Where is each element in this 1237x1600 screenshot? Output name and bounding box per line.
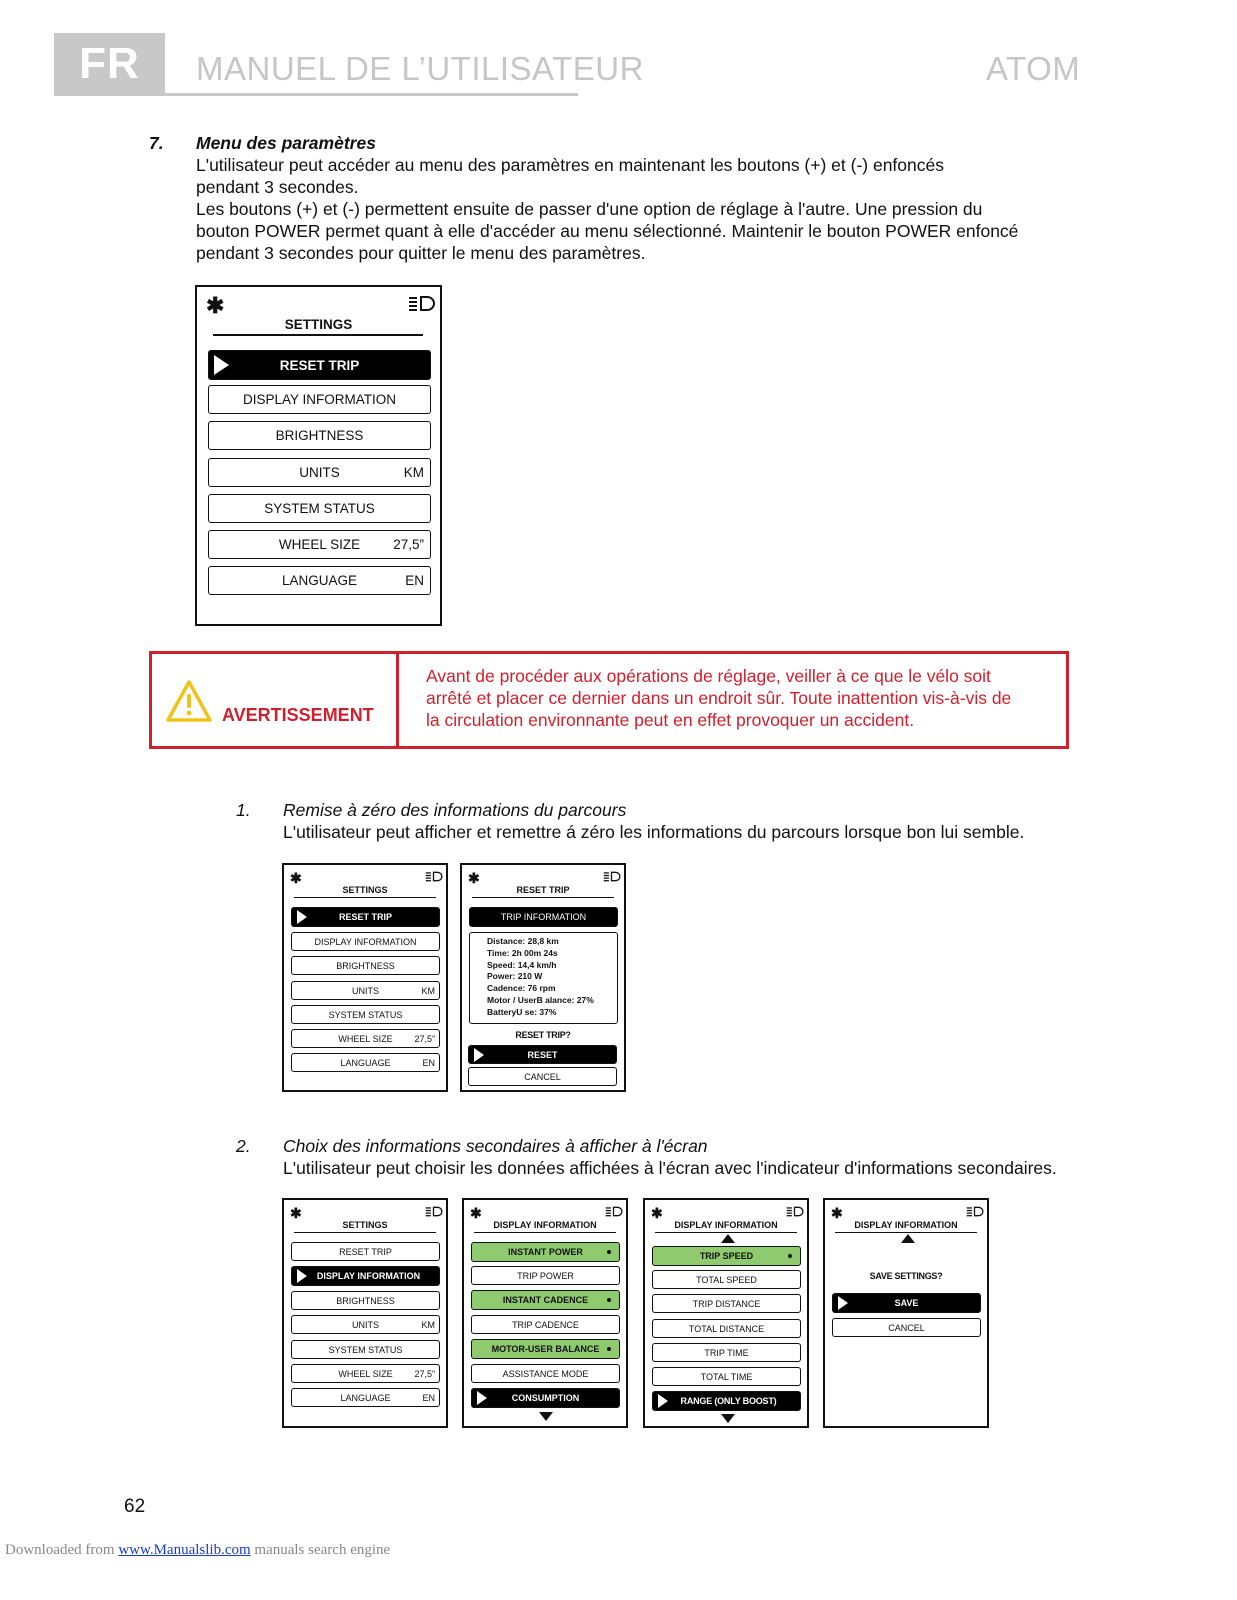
menu-item-system-status[interactable] xyxy=(291,1340,440,1359)
product-model: ATOM xyxy=(986,50,1081,87)
menu-item-label: RESET TRIP xyxy=(279,357,360,373)
option-label: MOTOR-USER BALANCE xyxy=(491,1344,600,1354)
trip-info-line: Cadence: 76 rpm xyxy=(487,983,556,994)
manual-title: MANUEL DE L’UTILISATEUR xyxy=(196,50,644,87)
menu-item-label: BRIGHTNESS xyxy=(336,960,395,971)
save-confirm-button[interactable] xyxy=(832,1293,981,1313)
screen-title: SETTINGS xyxy=(342,885,388,895)
headlight-icon xyxy=(424,1206,443,1217)
header-rule xyxy=(54,93,578,96)
save-cancel-button[interactable]: CANCEL xyxy=(832,1318,981,1337)
footer-prefix: Downloaded from xyxy=(5,1542,119,1558)
menu-item-label: DISPLAY INFORMATION xyxy=(314,936,417,947)
display-information-screen-1 xyxy=(462,1198,628,1428)
bluetooth-icon: ✱ xyxy=(470,1205,482,1221)
menu-item-value: KM xyxy=(403,465,424,480)
trip-info-panel xyxy=(469,932,618,1024)
option-label: TOTAL SPEED xyxy=(696,1274,757,1285)
screen-title: DISPLAY INFORMATION xyxy=(854,1220,958,1230)
page-number: 62 xyxy=(124,1496,146,1517)
subsection-number: 1. xyxy=(236,800,251,820)
selector-arrow-icon xyxy=(214,355,229,375)
reset-cancel-button[interactable]: CANCEL xyxy=(468,1067,617,1086)
menu-item-value: EN xyxy=(405,573,424,588)
screen-title: DISPLAY INFORMATION xyxy=(674,1220,778,1230)
headlight-icon xyxy=(604,1206,623,1217)
enabled-dot-icon xyxy=(607,1250,611,1254)
button-label: RESET xyxy=(527,1049,558,1060)
option-total-time[interactable] xyxy=(652,1367,801,1386)
bluetooth-icon: ✱ xyxy=(290,870,302,886)
section-line: pendant 3 secondes. xyxy=(196,177,359,197)
option-assistance-mode[interactable] xyxy=(471,1364,620,1383)
scroll-down-icon[interactable] xyxy=(539,1412,553,1421)
footer-suffix: manuals search engine xyxy=(250,1542,391,1558)
selector-arrow-icon xyxy=(838,1296,848,1310)
menu-item-label: BRIGHTNESS xyxy=(275,428,364,443)
option-label: TRIP SPEED xyxy=(699,1251,754,1261)
trip-info-line: Time: 2h 00m 24s xyxy=(487,947,558,958)
title-rule xyxy=(835,1232,977,1233)
selector-arrow-icon xyxy=(658,1394,668,1408)
section-number: 7. xyxy=(149,133,164,153)
option-trip-cadence[interactable] xyxy=(471,1315,620,1334)
option-label: TOTAL DISTANCE xyxy=(688,1323,765,1334)
subsection-number: 2. xyxy=(236,1136,251,1156)
selector-arrow-icon xyxy=(297,1269,307,1283)
menu-item-wheel-size[interactable] xyxy=(291,1364,440,1383)
option-label: TOTAL TIME xyxy=(700,1371,753,1382)
bluetooth-icon: ✱ xyxy=(290,1205,302,1221)
section-line: L'utilisateur peut accéder au menu des paramètres en maintenant les boutons (+) et (-) enfoncés xyxy=(196,155,944,175)
menu-item-value: EN xyxy=(422,1057,435,1068)
menu-item-label: LANGUAGE xyxy=(340,1392,391,1403)
section-title: Menu des paramètres xyxy=(196,133,376,153)
menu-item-value: EN xyxy=(422,1392,435,1403)
subsection-title: Choix des informations secondaires à afficher à l'écran xyxy=(283,1136,708,1156)
selector-arrow-icon xyxy=(474,1048,484,1062)
screen-title: SETTINGS xyxy=(342,1220,388,1230)
menu-item-label: SYSTEM STATUS xyxy=(328,1344,403,1355)
menu-item-label: BRIGHTNESS xyxy=(336,1295,395,1306)
option-total-distance[interactable] xyxy=(652,1319,801,1338)
warning-divider xyxy=(396,654,399,746)
warning-line: la circulation environnante peut en effet provoquer un accident. xyxy=(426,710,915,730)
menu-item-label: RESET TRIP xyxy=(339,1246,392,1257)
menu-item-display-information[interactable] xyxy=(291,932,440,951)
menu-item-label: DISPLAY INFORMATION xyxy=(316,1271,421,1281)
warning-box xyxy=(149,651,1069,749)
trip-information-header: TRIP INFORMATION xyxy=(469,907,618,927)
selector-arrow-icon xyxy=(297,910,307,924)
warning-text xyxy=(426,665,1056,731)
save-question: SAVE SETTINGS? xyxy=(869,1271,943,1281)
headlight-icon xyxy=(785,1206,804,1217)
menu-item-value: KM xyxy=(421,985,435,996)
section-line: bouton POWER permet quant à elle d'accéder au menu sélectionné. Maintenir le bouton POWER enfoncé xyxy=(196,221,1019,241)
menu-item-label: SYSTEM STATUS xyxy=(328,1009,403,1020)
warning-line: Avant de procéder aux opérations de réglage, veiller à ce que le vélo soit xyxy=(426,666,991,686)
menu-item-system-status[interactable] xyxy=(291,1005,440,1024)
settings-screen-large xyxy=(195,285,442,626)
option-label: TRIP CADENCE xyxy=(512,1319,579,1330)
menu-item-brightness[interactable] xyxy=(291,956,440,975)
menu-item-language[interactable] xyxy=(291,1053,440,1072)
bluetooth-icon: ✱ xyxy=(468,870,480,886)
menu-item-units[interactable] xyxy=(291,1315,440,1334)
option-label: ASSISTANCE MODE xyxy=(502,1368,589,1379)
menu-item-display-information[interactable] xyxy=(208,385,431,414)
title-rule xyxy=(655,1232,797,1233)
warning-label: AVERTISSEMENT xyxy=(222,705,374,725)
screen-title: SETTINGS xyxy=(284,317,353,332)
scroll-up-icon[interactable] xyxy=(901,1234,915,1243)
warning-line: arrêté et placer ce dernier dans un endroit sûr. Toute inattention vis-à-vis de xyxy=(426,688,1012,708)
menu-item-reset-trip[interactable] xyxy=(291,1242,440,1261)
section-line: pendant 3 secondes pour quitter le menu des paramètres. xyxy=(196,243,646,263)
menu-item-brightness[interactable] xyxy=(291,1291,440,1310)
option-label: TRIP DISTANCE xyxy=(692,1298,761,1309)
headlight-icon xyxy=(602,871,621,882)
menu-item-units[interactable] xyxy=(291,981,440,1000)
menu-item-label: WHEEL SIZE xyxy=(338,1033,393,1044)
bluetooth-icon: ✱ xyxy=(831,1205,843,1221)
menu-item-display-information[interactable] xyxy=(291,1266,440,1286)
reset-confirm-button[interactable] xyxy=(468,1045,617,1064)
scroll-up-icon[interactable] xyxy=(721,1234,735,1243)
bluetooth-icon: ✱ xyxy=(206,293,225,318)
headlight-icon xyxy=(424,871,443,882)
option-range-only-boost[interactable] xyxy=(652,1391,801,1411)
screen-title: RESET TRIP xyxy=(516,885,570,895)
section-line: Les boutons (+) et (-) permettent ensuite de passer d'une option de réglage à l'autre. Une pression du xyxy=(196,199,983,219)
menu-item-units[interactable] xyxy=(208,458,431,487)
warning-triangle-icon xyxy=(165,679,213,723)
menu-item-language[interactable] xyxy=(208,566,431,595)
option-trip-power[interactable] xyxy=(471,1266,620,1285)
display-information-screen-2 xyxy=(643,1198,809,1428)
menu-item-brightness[interactable] xyxy=(208,421,431,450)
manualslib-link[interactable]: www.Manualslib.com xyxy=(118,1542,251,1558)
option-instant-power[interactable] xyxy=(471,1242,620,1262)
selector-arrow-icon xyxy=(477,1391,487,1405)
subsection-text: L'utilisateur peut choisir les données affichées à l'écran avec l'indicateur d'informations secondaires. xyxy=(283,1158,1057,1178)
settings-screen-small xyxy=(282,863,448,1092)
language-badge: FR xyxy=(54,33,165,95)
menu-item-wheel-size[interactable] xyxy=(291,1029,440,1048)
option-trip-time[interactable] xyxy=(652,1343,801,1362)
option-label: CONSUMPTION xyxy=(511,1393,580,1403)
option-instant-cadence[interactable] xyxy=(471,1290,620,1310)
menu-item-wheel-size[interactable] xyxy=(208,530,431,559)
bluetooth-icon: ✱ xyxy=(651,1205,663,1221)
subsection-title: Remise à zéro des informations du parcours xyxy=(283,800,627,820)
settings-screen-small xyxy=(282,1198,448,1428)
option-label: INSTANT CADENCE xyxy=(502,1295,589,1305)
title-rule xyxy=(472,897,614,898)
headlight-icon xyxy=(407,295,435,312)
option-label: RANGE (ONLY BOOST) xyxy=(680,1396,777,1406)
menu-item-value: 27,5” xyxy=(414,1033,435,1044)
option-label: INSTANT POWER xyxy=(508,1247,583,1257)
trip-info-line: Power: 210 W xyxy=(487,971,543,982)
option-motor-user-balance[interactable] xyxy=(471,1339,620,1359)
menu-item-label: DISPLAY INFORMATION xyxy=(242,392,397,407)
menu-item-label: UNITS xyxy=(299,465,340,480)
menu-item-value: 27,5” xyxy=(414,1368,435,1379)
menu-item-reset-trip[interactable] xyxy=(291,907,440,927)
menu-item-system-status[interactable] xyxy=(208,494,431,523)
menu-item-value: 27,5” xyxy=(393,537,424,552)
reset-question: RESET TRIP? xyxy=(515,1030,571,1040)
option-trip-distance[interactable] xyxy=(652,1294,801,1313)
option-total-speed[interactable] xyxy=(652,1270,801,1289)
enabled-dot-icon xyxy=(607,1347,611,1351)
scroll-down-icon[interactable] xyxy=(721,1414,735,1423)
reset-trip-screen xyxy=(460,863,626,1092)
menu-item-label: UNITS xyxy=(352,1319,379,1330)
menu-item-language[interactable] xyxy=(291,1388,440,1407)
menu-item-label: WHEEL SIZE xyxy=(338,1368,393,1379)
menu-item-label: LANGUAGE xyxy=(281,573,358,588)
option-consumption[interactable] xyxy=(471,1388,620,1408)
trip-info-line: Distance: 28,8 km xyxy=(487,936,559,946)
menu-item-label: LANGUAGE xyxy=(340,1057,391,1068)
download-footer xyxy=(5,1542,390,1559)
menu-item-label: WHEEL SIZE xyxy=(278,537,361,552)
option-trip-speed[interactable] xyxy=(652,1246,801,1266)
headlight-icon xyxy=(965,1206,984,1217)
title-rule xyxy=(294,1232,436,1233)
save-settings-screen xyxy=(823,1198,989,1428)
trip-info-line: Motor / UserB alance: 27% xyxy=(487,994,594,1005)
subsection-text: L'utilisateur peut afficher et remettre á zéro les informations du parcours lorsque bon lui semble. xyxy=(283,822,1025,842)
trip-info-line: BatteryU se: 37% xyxy=(487,1006,557,1017)
option-label: TRIP TIME xyxy=(704,1347,749,1358)
title-rule xyxy=(213,334,423,336)
menu-item-value: KM xyxy=(421,1319,435,1330)
screen-title: DISPLAY INFORMATION xyxy=(493,1220,597,1230)
enabled-dot-icon xyxy=(788,1254,792,1258)
menu-item-label: UNITS xyxy=(352,985,379,996)
button-label: SAVE xyxy=(894,1298,919,1308)
option-label: TRIP POWER xyxy=(517,1270,574,1281)
title-rule xyxy=(294,897,436,898)
menu-item-label: RESET TRIP xyxy=(338,912,392,922)
enabled-dot-icon xyxy=(607,1298,611,1302)
trip-info-line: Speed: 14,4 km/h xyxy=(487,959,557,970)
menu-item-label: SYSTEM STATUS xyxy=(264,501,375,516)
title-rule xyxy=(474,1232,616,1233)
menu-item-reset-trip[interactable] xyxy=(208,350,431,380)
